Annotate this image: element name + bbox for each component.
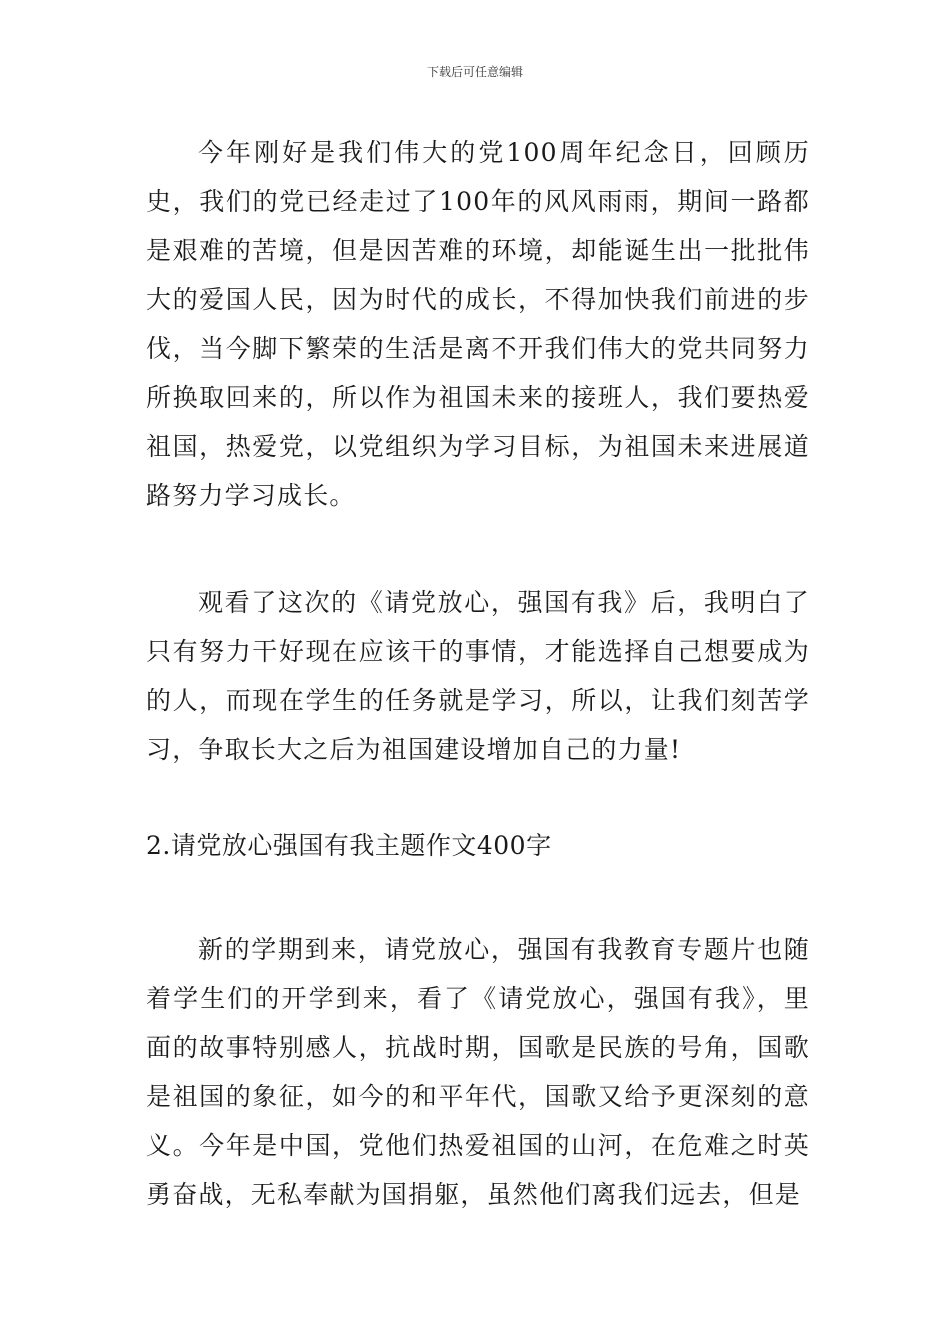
page-header: 下载后可任意编辑 (426, 65, 523, 79)
section-heading: 2.请党放心强国有我主题作文400字 (146, 831, 552, 860)
body-paragraph-2: 观看了这次的《请党放心，强国有我》后，我明白了只有努力干好现在应该干的事情，才能选择自己想要成为的人，而现在学生的任务就是学习，所以，让我们刻苦学习，争取长大之后为祖国建设增加自己的力量! (146, 588, 810, 764)
body-paragraph-1: 今年刚好是我们伟大的党100周年纪念日，回顾历史，我们的党已经走过了100年的风风雨雨，期间一路都是艰难的苦境，但是因苦难的环境，却能诞生出一批批伟大的爱国人民，因为时代的成长，不得加快我们前进的步伐，当今脚下繁荣的生活是离不开我们伟大的党共同努力所换取回来的，所以作为祖国未来的接班人，我们要热爱祖国，热爱党，以党组织为学习目标，为祖国未来进展道路努力学习成长。 (146, 138, 810, 510)
body-paragraph-3: 新的学期到来，请党放心，强国有我教育专题片也随着学生们的开学到来，看了《请党放心，强国有我》，里面的故事特别感人，抗战时期，国歌是民族的号角，国歌是祖国的象征，如今的和平年代，国歌又给予更深刻的意义。今年是中国，党他们热爱祖国的山河，在危难之时英勇奋战，无私奉献为国捐躯，虽然他们离我们远去，但是 (146, 935, 810, 1209)
